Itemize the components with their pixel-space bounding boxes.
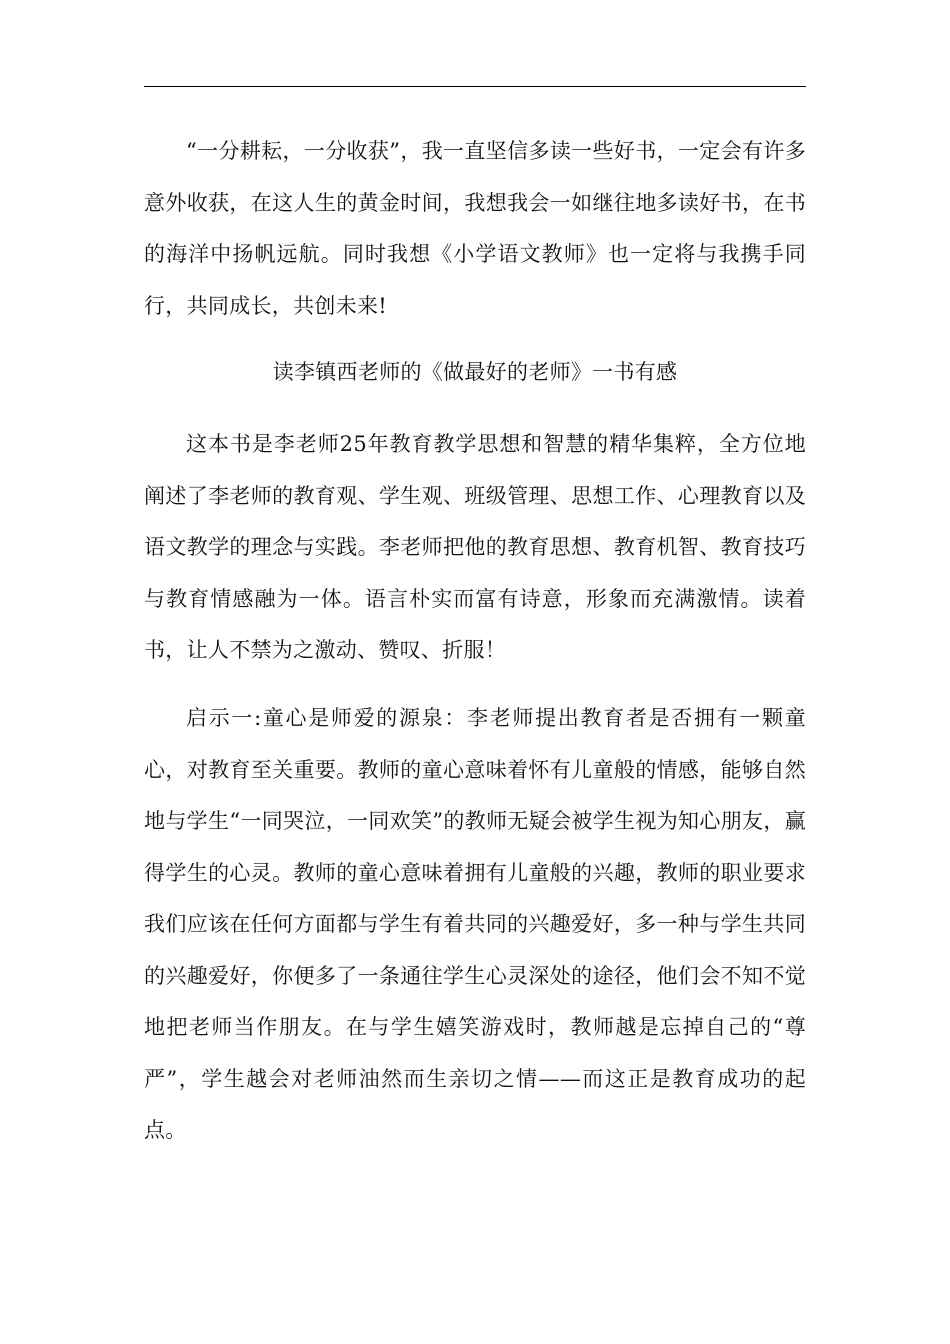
intro-paragraph: 这本书是李老师25年教育教学思想和智慧的精华集粹，全方位地阐述了李老师的教育观、学生观、班级管理、思想工作、心理教育以及语文教学的理念与实践。李老师把他的教育思想、教育机智、教育技巧与教育情感融为一体。语言朴实而富有诗意，形象而充满激情。读着书，让人不禁为之激动、赞叹、折服！: [144, 432, 806, 662]
closing-paragraph: “一分耕耘，一分收获”，我一直坚信多读一些好书，一定会有许多意外收获，在这人生的黄金时间，我想我会一如继往地多读好书，在书的海洋中扬帆远航。同时我想《小学语文教师》也一定将与我携手同行，共同成长，共创未来!: [144, 139, 806, 318]
section-title: 读李镇西老师的《做最好的老师》一书有感: [272, 360, 678, 384]
header-rule: [144, 86, 806, 87]
insight-one-paragraph: 启示一:童心是师爱的源泉：李老师提出教育者是否拥有一颗童心，对教育至关重要。教师的童心意味着怀有儿童般的情感，能够自然地与学生“一同哭泣，一同欢笑”的教师无疑会被学生视为知心朋友，赢得学生的心灵。教师的童心意味着拥有儿童般的兴趣，教师的职业要求我们应该在任何方面都与学生有着共同的兴趣爱好，多一种与学生共同的兴趣爱好，你便多了一条通往学生心灵深处的途径，他们会不知不觉地把老师当作朋友。在与学生嬉笑游戏时，教师越是忘掉自己的“尊严”，学生越会对老师油然而生亲切之情——而这正是教育成功的起点。: [144, 706, 806, 1142]
